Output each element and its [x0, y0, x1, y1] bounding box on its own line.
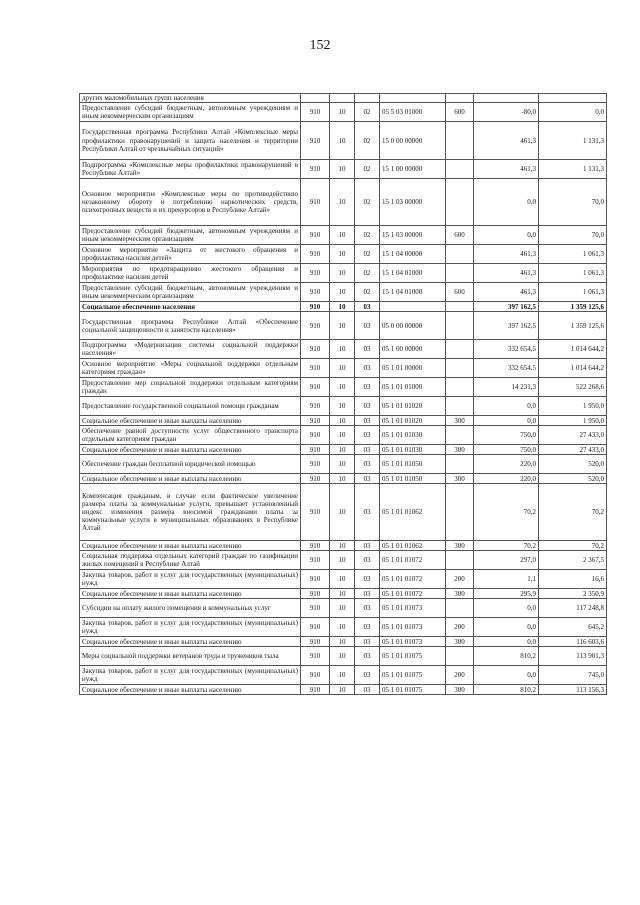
- amount-change-cell: 220,0: [474, 474, 539, 484]
- amount-total-cell: 645,2: [539, 618, 607, 637]
- ministry-code-cell: 910: [301, 397, 330, 416]
- item-name-cell: Подпрограмма «Модернизация системы социальной поддержки населения»: [80, 340, 301, 359]
- amount-change-cell: 397 162,5: [474, 312, 539, 340]
- section-code-cell: 10: [330, 685, 355, 695]
- ministry-code-cell: 910: [301, 264, 330, 283]
- amount-change-cell: 1,1: [474, 570, 539, 589]
- ministry-code-cell: 910: [301, 160, 330, 179]
- ministry-code-cell: 910: [301, 359, 330, 378]
- amount-change-cell: 70,2: [474, 541, 539, 551]
- amount-total-cell: 1 950,0: [539, 397, 607, 416]
- ministry-code-cell: 910: [301, 302, 330, 312]
- section-code-cell: 10: [330, 426, 355, 445]
- ministry-code-cell: 910: [301, 551, 330, 570]
- ministry-code-cell: 910: [301, 226, 330, 245]
- subsection-code-cell: [355, 94, 380, 103]
- item-name-cell: Предоставление мер социальной поддержки отдельным категориям граждан: [80, 378, 301, 397]
- table-row: [80, 359, 607, 378]
- section-code-cell: 10: [330, 541, 355, 551]
- section-code-cell: 10: [330, 378, 355, 397]
- expense-type-cell: [446, 378, 474, 397]
- subsection-code-cell: 03: [355, 378, 380, 397]
- amount-total-cell: 113 901,3: [539, 647, 607, 666]
- amount-total-cell: 1 061,3: [539, 245, 607, 264]
- expense-type-cell: 300: [446, 445, 474, 455]
- section-code-cell: 10: [330, 474, 355, 484]
- table-row: [80, 484, 607, 541]
- amount-change-cell: [474, 94, 539, 103]
- table-row: [80, 312, 607, 340]
- amount-change-cell: 397 162,5: [474, 302, 539, 312]
- expense-type-cell: 600: [446, 103, 474, 122]
- amount-change-cell: 750,0: [474, 426, 539, 445]
- target-article-cell: 15 1 04 01000: [380, 264, 446, 283]
- target-article-cell: 05 1 01 01020: [380, 397, 446, 416]
- subsection-code-cell: 02: [355, 122, 380, 160]
- table-row: [80, 685, 607, 695]
- target-article-cell: 05 1 01 01073: [380, 599, 446, 618]
- item-name-cell: Основное мероприятие «Меры социальной поддержки отдельным категориям граждан»: [80, 359, 301, 378]
- subsection-code-cell: 03: [355, 541, 380, 551]
- amount-change-cell: 461,3: [474, 122, 539, 160]
- table-row: [80, 302, 607, 312]
- amount-change-cell: 295,9: [474, 589, 539, 599]
- amount-total-cell: 2 367,5: [539, 551, 607, 570]
- table-row: [80, 637, 607, 647]
- expense-type-cell: 300: [446, 685, 474, 695]
- item-name-cell: Обеспечение граждан бесплатной юридической помощью: [80, 455, 301, 474]
- item-name-cell: Компенсация гражданам, в случае если фактическое увеличение размера платы за коммунальные услуги, превышает установленный индекс изменения размера вносимой гражданами платы за коммунальные услуги в муниципальных образованиях в Республике Алтай: [80, 484, 301, 541]
- subsection-code-cell: 02: [355, 226, 380, 245]
- subsection-code-cell: 02: [355, 160, 380, 179]
- target-article-cell: 05 5 03 01000: [380, 103, 446, 122]
- section-code-cell: 10: [330, 551, 355, 570]
- amount-change-cell: 461,3: [474, 283, 539, 302]
- expense-type-cell: 300: [446, 541, 474, 551]
- subsection-code-cell: 02: [355, 103, 380, 122]
- ministry-code-cell: 910: [301, 245, 330, 264]
- target-article-cell: 05 1 01 01073: [380, 637, 446, 647]
- amount-change-cell: 0,0: [474, 397, 539, 416]
- table-row: [80, 416, 607, 426]
- expense-type-cell: [446, 359, 474, 378]
- amount-total-cell: 745,0: [539, 666, 607, 685]
- item-name-cell: Государственная программа Республики Алтай «Обеспечение социальной защищенности и занятости населения»: [80, 312, 301, 340]
- section-code-cell: 10: [330, 570, 355, 589]
- ministry-code-cell: 910: [301, 445, 330, 455]
- target-article-cell: 05 1 01 00000: [380, 359, 446, 378]
- subsection-code-cell: 03: [355, 426, 380, 445]
- table-row: [80, 226, 607, 245]
- expense-type-cell: [446, 599, 474, 618]
- section-code-cell: 10: [330, 455, 355, 474]
- expense-type-cell: [446, 264, 474, 283]
- amount-change-cell: 810,2: [474, 647, 539, 666]
- amount-change-cell: 297,0: [474, 551, 539, 570]
- subsection-code-cell: 03: [355, 312, 380, 340]
- target-article-cell: 05 1 01 01072: [380, 551, 446, 570]
- item-name-cell: Социальное обеспечение населения: [80, 302, 301, 312]
- subsection-code-cell: 03: [355, 445, 380, 455]
- target-article-cell: 05 1 01 01075: [380, 685, 446, 695]
- target-article-cell: 15 1 04 00000: [380, 245, 446, 264]
- ministry-code-cell: 910: [301, 455, 330, 474]
- table-row: [80, 378, 607, 397]
- amount-total-cell: 1 131,3: [539, 160, 607, 179]
- item-name-cell: Предоставление субсидий бюджетным, автономным учреждениям и иным некоммерческим организациям: [80, 103, 301, 122]
- expense-type-cell: 600: [446, 283, 474, 302]
- item-name-cell: Обеспечение равной доступности услуг общественного транспорта отдельным категориям граждан: [80, 426, 301, 445]
- subsection-code-cell: 03: [355, 599, 380, 618]
- expense-type-cell: [446, 484, 474, 541]
- item-name-cell: Предоставление субсидий бюджетным, автономным учреждениям и иным некоммерческим организациям: [80, 226, 301, 245]
- target-article-cell: 05 1 01 01073: [380, 618, 446, 637]
- subsection-code-cell: 03: [355, 589, 380, 599]
- item-name-cell: Государственная программа Республики Алтай «Комплексные меры профилактики правонарушений и защита населения и территории Республики Алтай от чрезвычайных ситуаций»: [80, 122, 301, 160]
- amount-total-cell: 70,0: [539, 179, 607, 226]
- target-article-cell: 05 0 00 00000: [380, 312, 446, 340]
- target-article-cell: 05 1 00 00000: [380, 340, 446, 359]
- table-row: [80, 455, 607, 474]
- expense-type-cell: [446, 647, 474, 666]
- table-row: [80, 179, 607, 226]
- item-name-cell: Социальное обеспечение и иные выплаты населению: [80, 685, 301, 695]
- ministry-code-cell: 910: [301, 570, 330, 589]
- item-name-cell: Социальное обеспечение и иные выплаты населению: [80, 416, 301, 426]
- amount-total-cell: 70,2: [539, 484, 607, 541]
- table-row: [80, 340, 607, 359]
- table-row: [80, 647, 607, 666]
- target-article-cell: 15 1 03 00000: [380, 226, 446, 245]
- amount-change-cell: 461,3: [474, 160, 539, 179]
- item-name-cell: Меры социальной поддержки ветеранов труда и тружеников тыла: [80, 647, 301, 666]
- subsection-code-cell: 02: [355, 283, 380, 302]
- section-code-cell: 10: [330, 179, 355, 226]
- expense-type-cell: [446, 397, 474, 416]
- section-code-cell: 10: [330, 666, 355, 685]
- amount-change-cell: 14 231,3: [474, 378, 539, 397]
- target-article-cell: 05 1 01 01072: [380, 589, 446, 599]
- expense-type-cell: [446, 245, 474, 264]
- amount-total-cell: 1 014 644,2: [539, 340, 607, 359]
- amount-total-cell: 1 061,3: [539, 264, 607, 283]
- section-code-cell: 10: [330, 245, 355, 264]
- expense-type-cell: 600: [446, 226, 474, 245]
- item-name-cell: Предоставление субсидий бюджетным, автономным учреждениям и иным некоммерческим организациям: [80, 283, 301, 302]
- expense-type-cell: [446, 179, 474, 226]
- amount-total-cell: 1 061,3: [539, 283, 607, 302]
- section-code-cell: 10: [330, 283, 355, 302]
- section-code-cell: 10: [330, 618, 355, 637]
- ministry-code-cell: 910: [301, 283, 330, 302]
- subsection-code-cell: 03: [355, 484, 380, 541]
- table-row: [80, 397, 607, 416]
- target-article-cell: 05 1 01 01050: [380, 455, 446, 474]
- section-code-cell: 10: [330, 484, 355, 541]
- expense-type-cell: [446, 426, 474, 445]
- subsection-code-cell: 03: [355, 416, 380, 426]
- item-name-cell: Социальное обеспечение и иные выплаты населению: [80, 589, 301, 599]
- ministry-code-cell: 910: [301, 618, 330, 637]
- table-row: [80, 474, 607, 484]
- item-name-cell: Основное мероприятие «Защита от жестокого обращения и профилактика насилия детей»: [80, 245, 301, 264]
- subsection-code-cell: 03: [355, 340, 380, 359]
- table-row: [80, 283, 607, 302]
- amount-change-cell: 70,2: [474, 484, 539, 541]
- amount-total-cell: 1 014 644,2: [539, 359, 607, 378]
- amount-change-cell: 0,0: [474, 666, 539, 685]
- expense-type-cell: 300: [446, 589, 474, 599]
- item-name-cell: Закупка товаров, работ и услуг для государственных (муниципальных) нужд: [80, 666, 301, 685]
- section-code-cell: 10: [330, 416, 355, 426]
- ministry-code-cell: 910: [301, 666, 330, 685]
- target-article-cell: 05 1 01 01072: [380, 570, 446, 589]
- item-name-cell: Социальное обеспечение и иные выплаты населению: [80, 474, 301, 484]
- target-article-cell: 05 1 01 01000: [380, 378, 446, 397]
- amount-change-cell: 750,0: [474, 445, 539, 455]
- subsection-code-cell: 03: [355, 647, 380, 666]
- ministry-code-cell: 910: [301, 647, 330, 666]
- section-code-cell: 10: [330, 397, 355, 416]
- subsection-code-cell: 03: [355, 359, 380, 378]
- table-row: [80, 94, 607, 103]
- item-name-cell: Социальная поддержка отдельных категорий граждан по газификации жилых помещений в Республике Алтай: [80, 551, 301, 570]
- amount-change-cell: 0,0: [474, 416, 539, 426]
- ministry-code-cell: 910: [301, 378, 330, 397]
- subsection-code-cell: 03: [355, 637, 380, 647]
- ministry-code-cell: 910: [301, 312, 330, 340]
- amount-total-cell: 522 268,6: [539, 378, 607, 397]
- ministry-code-cell: 910: [301, 416, 330, 426]
- table-row: [80, 618, 607, 637]
- expense-type-cell: 300: [446, 637, 474, 647]
- item-name-cell: Предоставление государственной социальной помощи гражданам: [80, 397, 301, 416]
- target-article-cell: 05 1 01 01075: [380, 666, 446, 685]
- ministry-code-cell: 910: [301, 340, 330, 359]
- ministry-code-cell: 910: [301, 541, 330, 551]
- item-name-cell: Социальное обеспечение и иные выплаты населению: [80, 541, 301, 551]
- subsection-code-cell: 03: [355, 618, 380, 637]
- section-code-cell: 10: [330, 445, 355, 455]
- item-name-cell: Социальное обеспечение и иные выплаты населению: [80, 445, 301, 455]
- amount-total-cell: 116 603,6: [539, 637, 607, 647]
- amount-change-cell: 332 654,5: [474, 359, 539, 378]
- expense-type-cell: 300: [446, 416, 474, 426]
- subsection-code-cell: 03: [355, 570, 380, 589]
- subsection-code-cell: 02: [355, 245, 380, 264]
- target-article-cell: 05 1 01 01062: [380, 541, 446, 551]
- target-article-cell: 15 0 00 00000: [380, 122, 446, 160]
- ministry-code-cell: 910: [301, 426, 330, 445]
- ministry-code-cell: 910: [301, 637, 330, 647]
- page-number: 152: [309, 38, 331, 53]
- expense-type-cell: [446, 94, 474, 103]
- table-row: [80, 122, 607, 160]
- ministry-code-cell: 910: [301, 685, 330, 695]
- section-code-cell: 10: [330, 637, 355, 647]
- amount-change-cell: 0,0: [474, 226, 539, 245]
- amount-change-cell: 220,0: [474, 455, 539, 474]
- amount-total-cell: 1 359 125,6: [539, 302, 607, 312]
- amount-change-cell: 461,3: [474, 245, 539, 264]
- ministry-code-cell: 910: [301, 589, 330, 599]
- subsection-code-cell: 02: [355, 264, 380, 283]
- subsection-code-cell: 02: [355, 179, 380, 226]
- amount-total-cell: 113 156,3: [539, 685, 607, 695]
- expense-type-cell: [446, 312, 474, 340]
- table-row: [80, 570, 607, 589]
- budget-table: [79, 93, 607, 695]
- amount-change-cell: 0,0: [474, 179, 539, 226]
- item-name-cell: Закупка товаров, работ и услуг для государственных (муниципальных) нужд: [80, 570, 301, 589]
- amount-total-cell: 520,0: [539, 455, 607, 474]
- section-code-cell: 10: [330, 359, 355, 378]
- table-row: [80, 160, 607, 179]
- target-article-cell: 05 1 01 01075: [380, 647, 446, 666]
- section-code-cell: 10: [330, 647, 355, 666]
- subsection-code-cell: 03: [355, 551, 380, 570]
- target-article-cell: 05 1 01 01020: [380, 416, 446, 426]
- amount-total-cell: 16,6: [539, 570, 607, 589]
- table-row: [80, 103, 607, 122]
- section-code-cell: 10: [330, 160, 355, 179]
- target-article-cell: 05 1 01 01050: [380, 474, 446, 484]
- target-article-cell: [380, 302, 446, 312]
- target-article-cell: 05 1 01 01062: [380, 484, 446, 541]
- target-article-cell: 15 1 00 00000: [380, 160, 446, 179]
- item-name-cell: Подпрограмма «Комплексные меры профилактики правонарушений в Республике Алтай»: [80, 160, 301, 179]
- subsection-code-cell: 03: [355, 397, 380, 416]
- table-row: [80, 245, 607, 264]
- target-article-cell: 05 1 01 01030: [380, 426, 446, 445]
- section-code-cell: 10: [330, 312, 355, 340]
- section-code-cell: 10: [330, 589, 355, 599]
- ministry-code-cell: 910: [301, 179, 330, 226]
- target-article-cell: 15 1 04 01000: [380, 283, 446, 302]
- amount-total-cell: 70,0: [539, 226, 607, 245]
- amount-change-cell: 810,2: [474, 685, 539, 695]
- amount-total-cell: 520,0: [539, 474, 607, 484]
- amount-change-cell: 0,0: [474, 618, 539, 637]
- expense-type-cell: [446, 455, 474, 474]
- table-row: [80, 666, 607, 685]
- subsection-code-cell: 03: [355, 666, 380, 685]
- subsection-code-cell: 03: [355, 685, 380, 695]
- ministry-code-cell: 910: [301, 484, 330, 541]
- expense-type-cell: [446, 340, 474, 359]
- ministry-code-cell: [301, 94, 330, 103]
- amount-change-cell: 332 654,5: [474, 340, 539, 359]
- item-name-cell: Основное мероприятие «Комплексные меры по противодействию незаконному обороту и потреблению наркотических средств, психотропных веществ и их прекурсоров в Республике Алтай»: [80, 179, 301, 226]
- item-name-cell: Субсидии на оплату жилого помещения и коммунальных услуг: [80, 599, 301, 618]
- section-code-cell: 10: [330, 599, 355, 618]
- amount-total-cell: 1 950,0: [539, 416, 607, 426]
- section-code-cell: 10: [330, 103, 355, 122]
- target-article-cell: [380, 94, 446, 103]
- item-name-cell: Социальное обеспечение и иные выплаты населению: [80, 637, 301, 647]
- expense-type-cell: [446, 302, 474, 312]
- table-row: [80, 551, 607, 570]
- expense-type-cell: [446, 551, 474, 570]
- table-row: [80, 599, 607, 618]
- ministry-code-cell: 910: [301, 122, 330, 160]
- target-article-cell: 15 1 03 00000: [380, 179, 446, 226]
- section-code-cell: 10: [330, 264, 355, 283]
- subsection-code-cell: 03: [355, 455, 380, 474]
- amount-total-cell: 1 131,3: [539, 122, 607, 160]
- amount-change-cell: -80,0: [474, 103, 539, 122]
- table-row: [80, 541, 607, 551]
- table-row: [80, 264, 607, 283]
- table-row: [80, 426, 607, 445]
- expense-type-cell: 200: [446, 618, 474, 637]
- amount-total-cell: 27 433,0: [539, 426, 607, 445]
- ministry-code-cell: 910: [301, 103, 330, 122]
- ministry-code-cell: 910: [301, 599, 330, 618]
- subsection-code-cell: 03: [355, 302, 380, 312]
- section-code-cell: 10: [330, 226, 355, 245]
- subsection-code-cell: 03: [355, 474, 380, 484]
- section-code-cell: 10: [330, 302, 355, 312]
- section-code-cell: 10: [330, 122, 355, 160]
- item-name-cell: других маломобильных групп населения: [80, 94, 301, 103]
- expense-type-cell: 200: [446, 570, 474, 589]
- section-code-cell: 10: [330, 340, 355, 359]
- amount-total-cell: 117 248,8: [539, 599, 607, 618]
- section-code-cell: [330, 94, 355, 103]
- amount-total-cell: 1 359 125,6: [539, 312, 607, 340]
- expense-type-cell: 300: [446, 474, 474, 484]
- item-name-cell: Закупка товаров, работ и услуг для государственных (муниципальных) нужд: [80, 618, 301, 637]
- table-row: [80, 445, 607, 455]
- amount-change-cell: 461,3: [474, 264, 539, 283]
- item-name-cell: Мероприятия по предотвращению жестокого обращения и профилактике насилия детей: [80, 264, 301, 283]
- target-article-cell: 05 1 01 01030: [380, 445, 446, 455]
- expense-type-cell: 200: [446, 666, 474, 685]
- expense-type-cell: [446, 160, 474, 179]
- expense-type-cell: [446, 122, 474, 160]
- ministry-code-cell: 910: [301, 474, 330, 484]
- amount-change-cell: 0,0: [474, 599, 539, 618]
- amount-change-cell: 0,0: [474, 637, 539, 647]
- amount-total-cell: 27 433,0: [539, 445, 607, 455]
- amount-total-cell: 70,2: [539, 541, 607, 551]
- amount-total-cell: [539, 94, 607, 103]
- table-row: [80, 589, 607, 599]
- amount-total-cell: 0,0: [539, 103, 607, 122]
- amount-total-cell: 2 350,9: [539, 589, 607, 599]
